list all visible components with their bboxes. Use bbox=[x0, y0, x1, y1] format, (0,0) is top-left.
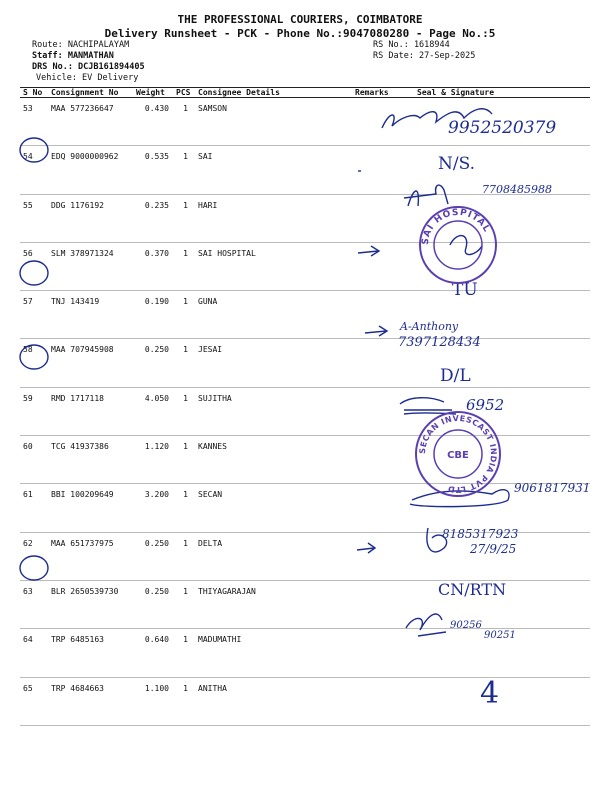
cell-consignment: BBI 100209649 bbox=[48, 484, 133, 532]
handwritten-note: D/L bbox=[440, 366, 471, 386]
secan-stamp-text: SECAN INVESCAST INDIA PVT LTD bbox=[417, 413, 499, 495]
cell-signature bbox=[407, 242, 590, 290]
cell-consignee: GUNA bbox=[195, 291, 352, 339]
cell-consignee: HARI bbox=[195, 194, 352, 242]
cell-weight: 1.120 bbox=[133, 436, 173, 484]
cell-remarks bbox=[352, 387, 407, 435]
cell-remarks bbox=[352, 98, 407, 146]
handwritten-phone: 7708485988 bbox=[482, 183, 552, 196]
cell-consignee: ANITHA bbox=[195, 677, 352, 725]
cell-weight: 1.100 bbox=[133, 677, 173, 725]
cell-consignment: TNJ 143419 bbox=[48, 291, 133, 339]
cell-consignment: BLR 2650539730 bbox=[48, 580, 133, 628]
cell-sno: 55 bbox=[20, 194, 48, 242]
cell-pcs: 1 bbox=[173, 194, 195, 242]
handwritten-number: 90256 bbox=[450, 620, 482, 631]
cell-consignment: RMD 1717118 bbox=[48, 387, 133, 435]
table-row bbox=[20, 484, 590, 532]
col-remarks: Remarks bbox=[352, 88, 407, 98]
cell-sno: 64 bbox=[20, 629, 48, 677]
table-row bbox=[20, 677, 590, 725]
cell-pcs: 1 bbox=[173, 484, 195, 532]
table-row bbox=[20, 291, 590, 339]
cell-sno: 61 bbox=[20, 484, 48, 532]
cell-remarks bbox=[352, 194, 407, 242]
rs-date: RS Date: 27-Sep-2025 bbox=[373, 51, 476, 61]
handwritten-note: TU bbox=[452, 280, 478, 300]
cell-consignee: DELTA bbox=[195, 532, 352, 580]
cell-sno: 60 bbox=[20, 436, 48, 484]
cell-signature bbox=[407, 194, 590, 242]
cell-remarks bbox=[352, 242, 407, 290]
cell-consignment: MAA 651737975 bbox=[48, 532, 133, 580]
cell-consignee: SAI bbox=[195, 146, 352, 194]
cell-remarks bbox=[352, 484, 407, 532]
cell-remarks bbox=[352, 146, 407, 194]
staff-label: Staff: MANMATHAN bbox=[32, 51, 114, 61]
cell-sno: 62 bbox=[20, 532, 48, 580]
col-pcs: PCS bbox=[173, 88, 195, 98]
cell-weight: 0.430 bbox=[133, 98, 173, 146]
cell-pcs: 1 bbox=[173, 242, 195, 290]
cell-consignment: MAA 707945908 bbox=[48, 339, 133, 387]
cell-consignment: MAA 577236647 bbox=[48, 98, 133, 146]
table-row bbox=[20, 242, 590, 290]
route-label: Route: NACHIPALAYAM bbox=[32, 40, 130, 50]
cell-consignment: DDG 1176192 bbox=[48, 194, 133, 242]
hospital-stamp-text: SAI HOSPITAL bbox=[420, 207, 492, 246]
cell-pcs: 1 bbox=[173, 98, 195, 146]
cell-sno: 57 bbox=[20, 291, 48, 339]
cell-pcs: 1 bbox=[173, 291, 195, 339]
cell-pcs: 1 bbox=[173, 677, 195, 725]
cell-pcs: 1 bbox=[173, 387, 195, 435]
cell-weight: 0.535 bbox=[133, 146, 173, 194]
cell-weight: 0.250 bbox=[133, 580, 173, 628]
cell-weight: 0.250 bbox=[133, 339, 173, 387]
cell-consignee: SAMSON bbox=[195, 98, 352, 146]
cell-consignee: SECAN bbox=[195, 484, 352, 532]
cell-consignment: TRP 4684663 bbox=[48, 677, 133, 725]
cell-weight: 4.050 bbox=[133, 387, 173, 435]
cell-pcs: 1 bbox=[173, 339, 195, 387]
cell-sno: 53 bbox=[20, 98, 48, 146]
cell-consignee: SUJITHA bbox=[195, 387, 352, 435]
cell-consignee: MADUMATHI bbox=[195, 629, 352, 677]
cell-pcs: 1 bbox=[173, 436, 195, 484]
table-row bbox=[20, 339, 590, 387]
secan-stamp-center: CBE bbox=[447, 450, 469, 461]
cell-remarks bbox=[352, 532, 407, 580]
drs-number: DRS No.: DCJB161894405 bbox=[32, 62, 145, 72]
cell-sno: 56 bbox=[20, 242, 48, 290]
cell-consignment: EDQ 9000000962 bbox=[48, 146, 133, 194]
cell-weight: 0.370 bbox=[133, 242, 173, 290]
cell-sno: 65 bbox=[20, 677, 48, 725]
handwritten-number: 6952 bbox=[466, 396, 505, 414]
cell-remarks bbox=[352, 291, 407, 339]
vehicle-label: Vehicle: EV Delivery bbox=[36, 73, 139, 83]
rs-number: RS No.: 1618944 bbox=[373, 40, 450, 50]
cell-remarks bbox=[352, 677, 407, 725]
col-weight: Weight bbox=[133, 88, 173, 98]
cell-sno: 54 bbox=[20, 146, 48, 194]
handwritten-phone: 9952520379 bbox=[448, 118, 557, 138]
cell-consignee: THIYAGARAJAN bbox=[195, 580, 352, 628]
cell-sno: 63 bbox=[20, 580, 48, 628]
col-signature: Seal & Signature bbox=[407, 88, 590, 98]
company-name: THE PROFESSIONAL COURIERS, COIMBATORE bbox=[177, 13, 423, 26]
handwritten-date: 27/9/25 bbox=[470, 542, 517, 556]
handwritten-page-count: 4 bbox=[480, 676, 500, 711]
cell-weight: 0.190 bbox=[133, 291, 173, 339]
cell-weight: 0.250 bbox=[133, 532, 173, 580]
handwritten-number: 90251 bbox=[484, 630, 516, 641]
cell-consignment: TCG 41937386 bbox=[48, 436, 133, 484]
cell-pcs: 1 bbox=[173, 580, 195, 628]
col-consignment: Consignment No bbox=[48, 88, 133, 98]
cell-remarks bbox=[352, 436, 407, 484]
cell-remarks bbox=[352, 580, 407, 628]
cell-pcs: 1 bbox=[173, 532, 195, 580]
col-sno: S No bbox=[20, 88, 48, 98]
cell-weight: 0.235 bbox=[133, 194, 173, 242]
cell-weight: 3.200 bbox=[133, 484, 173, 532]
cell-consignee: KANNES bbox=[195, 436, 352, 484]
cell-weight: 0.640 bbox=[133, 629, 173, 677]
cell-consignment: TRP 6485163 bbox=[48, 629, 133, 677]
table-row bbox=[20, 436, 590, 484]
runsheet-subtitle: Delivery Runsheet - PCK - Phone No.:9047080280 - Page No.:5 bbox=[104, 27, 496, 40]
table-row bbox=[20, 387, 590, 435]
table-row bbox=[20, 194, 590, 242]
col-consignee: Consignee Details bbox=[195, 88, 352, 98]
cell-pcs: 1 bbox=[173, 146, 195, 194]
handwritten-note: N/S. bbox=[438, 154, 476, 174]
cell-consignment: SLM 378971324 bbox=[48, 242, 133, 290]
handwritten-phone: 9061817931 bbox=[514, 481, 591, 495]
cell-consignee: JESAI bbox=[195, 339, 352, 387]
cell-remarks bbox=[352, 629, 407, 677]
handwritten-phone: 8185317923 bbox=[442, 527, 519, 541]
cell-consignee: SAI HOSPITAL bbox=[195, 242, 352, 290]
handwritten-phone: 7397128434 bbox=[398, 335, 481, 350]
cell-signature bbox=[407, 436, 590, 484]
table-header-row bbox=[20, 88, 590, 98]
cell-sno: 59 bbox=[20, 387, 48, 435]
handwritten-note: CN/RTN bbox=[438, 580, 507, 599]
cell-pcs: 1 bbox=[173, 629, 195, 677]
cell-sno: 58 bbox=[20, 339, 48, 387]
handwritten-name: A-Anthony bbox=[400, 320, 459, 333]
